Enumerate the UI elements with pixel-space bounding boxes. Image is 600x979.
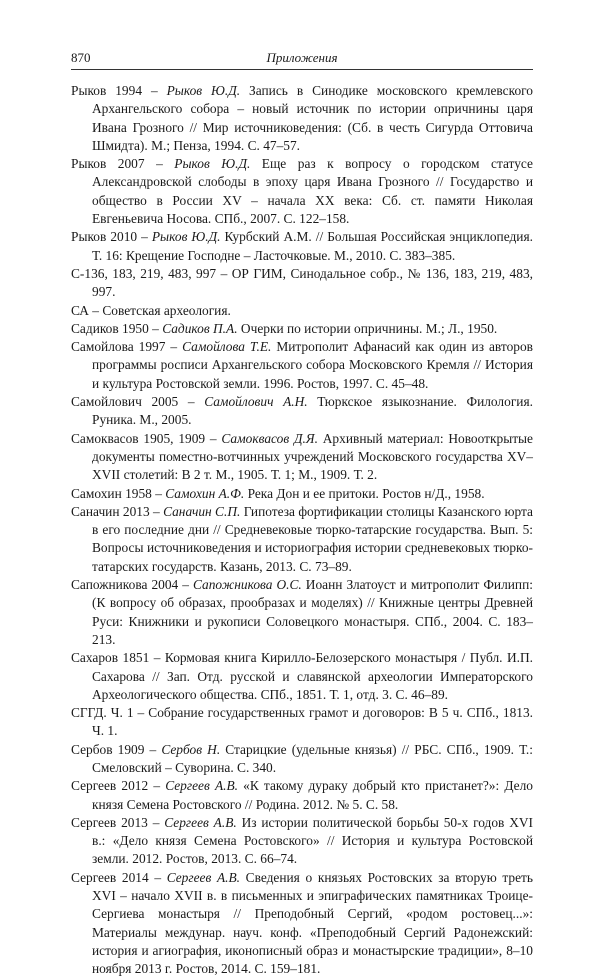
entry-key: СГГД. Ч. 1 – Собрание государственных грамот и договоров: В 5 ч. СПб., 1813. Ч. 1.	[71, 705, 533, 739]
entry-key: Саначин 2013 –	[71, 503, 164, 519]
bibliography-entry	[71, 576, 533, 649]
entry-key: СА – Советская археология.	[71, 302, 231, 318]
entry-key: Самойлович 2005 –	[71, 394, 205, 410]
bibliography-entry	[71, 393, 533, 430]
entry-key: Рыков 2010 –	[71, 229, 152, 245]
entry-author: Рыков Ю.Д.	[166, 83, 241, 98]
entry-author: Садиков П.А.	[162, 320, 238, 336]
entry-author: Самойлович А.Н.	[204, 394, 308, 410]
entry-author: Сапожникова О.С.	[193, 577, 302, 593]
entry-author: Рыков Ю.Д.	[174, 156, 251, 172]
entry-key: Самойлова 1997 –	[71, 339, 183, 355]
bibliography-entry	[71, 814, 533, 869]
bibliography-entry	[71, 155, 533, 228]
entry-key: Сергеев 2013 –	[71, 814, 165, 830]
entry-author: Рыков Ю.Д.	[151, 229, 221, 245]
bibliography-entry	[71, 430, 533, 485]
running-head: Приложения	[266, 50, 338, 65]
bibliography-entry	[71, 741, 533, 778]
entry-text: Очерки по истории опричнины. М.; Л., 1950.	[237, 320, 498, 336]
entry-text: Старицкие (удельные князья) // РБС. СПб., 1909. Т.: Смеловский – Суворина. С. 340.	[92, 741, 533, 775]
entry-key: Сахаров 1851 – Кормовая книга Кирилло-Белозерского монастыря / Публ. И.П. Сахарова // Зап. Отд. русской и славянской археологии Императорского Археологического общества. СПб., 1851. Т. 1, отд. 3. С. 46–89.	[71, 650, 533, 702]
entry-author: Сергеев А.В.	[164, 814, 237, 830]
entry-text: Архивный материал: Новооткрытые документы поместно-вотчинных учреждений Московского государства XV–XVII столетий: В 2 т. М., 1905. Т. 1; М., 1909. Т. 2.	[92, 430, 533, 483]
entry-author: Самохин А.Ф.	[165, 485, 245, 501]
bibliography-entry	[71, 320, 533, 338]
entry-key: Садиков 1950 –	[71, 320, 163, 336]
entry-author: Самоквасов Д.Я.	[221, 430, 318, 446]
bibliography-entry	[71, 265, 533, 302]
entry-key: Сергеев 2012 –	[71, 778, 166, 794]
bibliography-entry	[71, 704, 533, 741]
entry-text: Запись в Синодике московского кремлевского Архангельского собора – новый источник по истории опричнины царя Ивана Грозного // Мир источниковедения: (Сб. в честь Сигурда Оттовича Шмидта). М.; Пенза, 1994. С. 47–57.	[92, 83, 533, 153]
bibliography-entry	[71, 485, 533, 503]
bibliography-entry	[71, 777, 533, 814]
entry-key: Сергеев 2014 –	[71, 869, 167, 885]
bibliography-list	[71, 82, 533, 979]
page-header	[71, 47, 533, 70]
entry-text: Сведения о князьях Ростовских за вторую треть XVI – начало XVII в. в письменных и эпиграфических памятниках Троице-Сергиева монастыря // Преподобный Сергий, «родом ростовец...»: Материалы междунар. науч. конф. «Преподобный Сергий Радонежский: история и агиография, иконописный образ и монастырские традиции», 8–10 ноября 2013 г. Ростов, 2014. С. 159–181.	[92, 869, 533, 977]
entry-text: Гипотеза фортификации столицы Казанского юрта в его последние дни // Средневековые тюрко-татарские государства. Вып. 5: Вопросы источниковедения и историография истории средневековых тюрко-татарских государств. Казань, 2013. С. 73–89.	[92, 503, 533, 574]
bibliography-entry	[71, 649, 533, 704]
entry-author: Саначин С.П.	[163, 503, 241, 519]
bibliography-entry	[71, 82, 533, 155]
entry-key: Самоквасов 1905, 1909 –	[71, 430, 222, 446]
entry-key: Сапожникова 2004 –	[71, 577, 193, 593]
entry-text: Иоанн Златоуст и митрополит Филипп: (К вопросу об образах, прообразах и моделях) // Книжные центры Древней Руси: Книжники и рукописи Соловецкого монастыря. СПб., 2004. С. 183–213.	[92, 577, 533, 647]
entry-key: С-136, 183, 219, 483, 997 – ОР ГИМ, Синодальное собр., № 136, 183, 219, 483, 997.	[71, 265, 533, 300]
entry-author: Сергеев А.В.	[166, 869, 240, 885]
entry-text: «К такому дураку добрый кто пристанет?»: Дело князя Семена Ростовского // Родина. 2012. № 5. С. 58.	[92, 778, 533, 812]
entry-author: Сербов Н.	[161, 741, 221, 757]
entry-key: Рыков 1994 –	[71, 83, 167, 98]
entry-key: Сербов 1909 –	[71, 741, 162, 757]
entry-text: Река Дон и ее притоки. Ростов н/Д., 1958.	[244, 485, 485, 501]
entry-text: Митрополит Афанасий как один из авторов программы росписи Архангельского собора Московского Кремля // История и культура Ростовской земли. 1996. Ростов, 1997. С. 45–48.	[92, 339, 533, 391]
bibliography-entry	[71, 228, 533, 265]
bibliography-entry	[71, 869, 533, 979]
page-number: 870	[71, 50, 91, 65]
entry-text: Еще раз к вопросу о городском статусе Александровской слободы в эпоху царя Ивана Грозного // Государство и общество в России XV – начала XX века: Сб. ст. памяти Николая Евгеньевича Носова. СПб., 2007. С. 122–158.	[92, 156, 533, 227]
entry-key: Рыков 2007 –	[71, 156, 175, 172]
bibliography-entry	[71, 503, 533, 576]
entry-text: Тюркское языкознание. Филология. Руника. М., 2005.	[92, 394, 533, 428]
entry-text: Из истории политической борьбы 50-х годов XVI в.: «Дело князя Семена Ростовского» // История и культура Ростовской земли. 2012. Ростов, 2013. С. 66–74.	[92, 814, 534, 867]
entry-author: Самойлова Т.Е.	[182, 339, 272, 355]
entry-key: Самохин 1958 –	[71, 485, 166, 501]
entry-text: Курбский А.М. // Большая Российская энциклопедия. Т. 16: Крещение Господне – Ласточковые. М., 2010. С. 383–385.	[92, 229, 533, 263]
bibliography-entry	[71, 338, 533, 393]
bibliography-entry	[71, 302, 533, 320]
entry-author: Сергеев А.В.	[165, 778, 238, 794]
